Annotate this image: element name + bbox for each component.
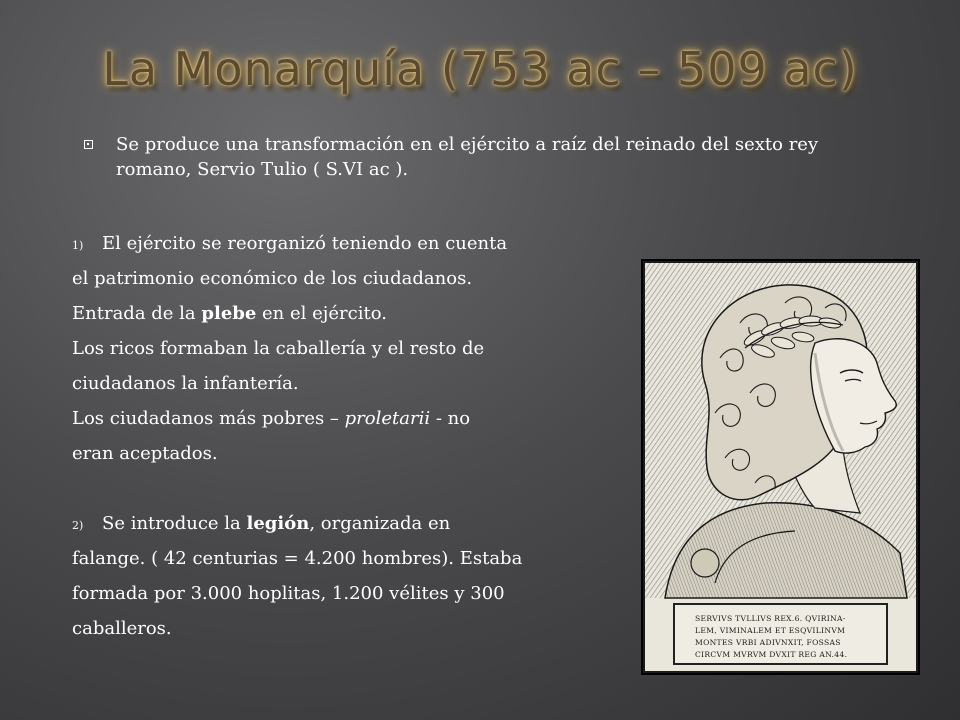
bold-term-legion: legión (246, 513, 310, 534)
list-item-1-text: El ejército se reorganizó teniendo en cuenta (102, 233, 508, 254)
text-line: eran aceptados. (72, 443, 218, 464)
inscription-line: SERVIVS TVLLIVS REX.6. QVIRINA- (695, 614, 846, 623)
text-fragment: Los ciudadanos más pobres – (72, 408, 345, 429)
text-fragment: en el ejército. (256, 303, 387, 324)
body-text (72, 226, 632, 646)
text-fragment: , organizada en (309, 513, 451, 534)
text-fragment: Se introduce la (102, 513, 247, 534)
inscription-plaque (673, 603, 888, 665)
inscription-line: CIRCVM MVRVM DVXIT REG AN.44. (695, 650, 848, 659)
list-item-1 (72, 226, 632, 261)
bullet-item (84, 132, 864, 182)
text-line (72, 296, 632, 331)
inscription-line: LEM, VIMINALEM ET ESQVILINVM (695, 626, 846, 635)
text-line: el patrimonio económico de los ciudadanos. (72, 268, 473, 289)
text-fragment: Entrada de la (72, 303, 202, 324)
square-bullet-icon (84, 140, 93, 149)
text-line: falange. ( 42 centurias = 4.200 hombres). Estaba (72, 548, 523, 569)
text-fragment: - no (430, 408, 471, 429)
text-line: Los ricos formaban la caballería y el resto de (72, 338, 485, 359)
text-line (72, 401, 632, 436)
list-item-2 (72, 506, 632, 541)
engraving (643, 261, 918, 673)
list-number-2: 2) (72, 519, 84, 532)
text-line: caballeros. (72, 618, 172, 639)
portrait-image (641, 259, 920, 675)
inscription-line: MONTES VRBI ADIVNXIT, FOSSAS (695, 638, 841, 647)
italic-term-proletarii: proletarii (344, 408, 431, 429)
list-number-1: 1) (72, 239, 84, 252)
bullet-text: Se produce una transformación en el ejército a raíz del reinado del sexto rey romano, Servio Tulio ( S.VI ac ). (116, 134, 819, 180)
text-line: ciudadanos la infantería. (72, 373, 299, 394)
slide-title: La Monarquía (753 ac – 509 ac) (102, 42, 858, 96)
bold-term-plebe: plebe (201, 303, 257, 324)
text-line: formada por 3.000 hoplitas, 1.200 vélites y 300 (72, 583, 505, 604)
